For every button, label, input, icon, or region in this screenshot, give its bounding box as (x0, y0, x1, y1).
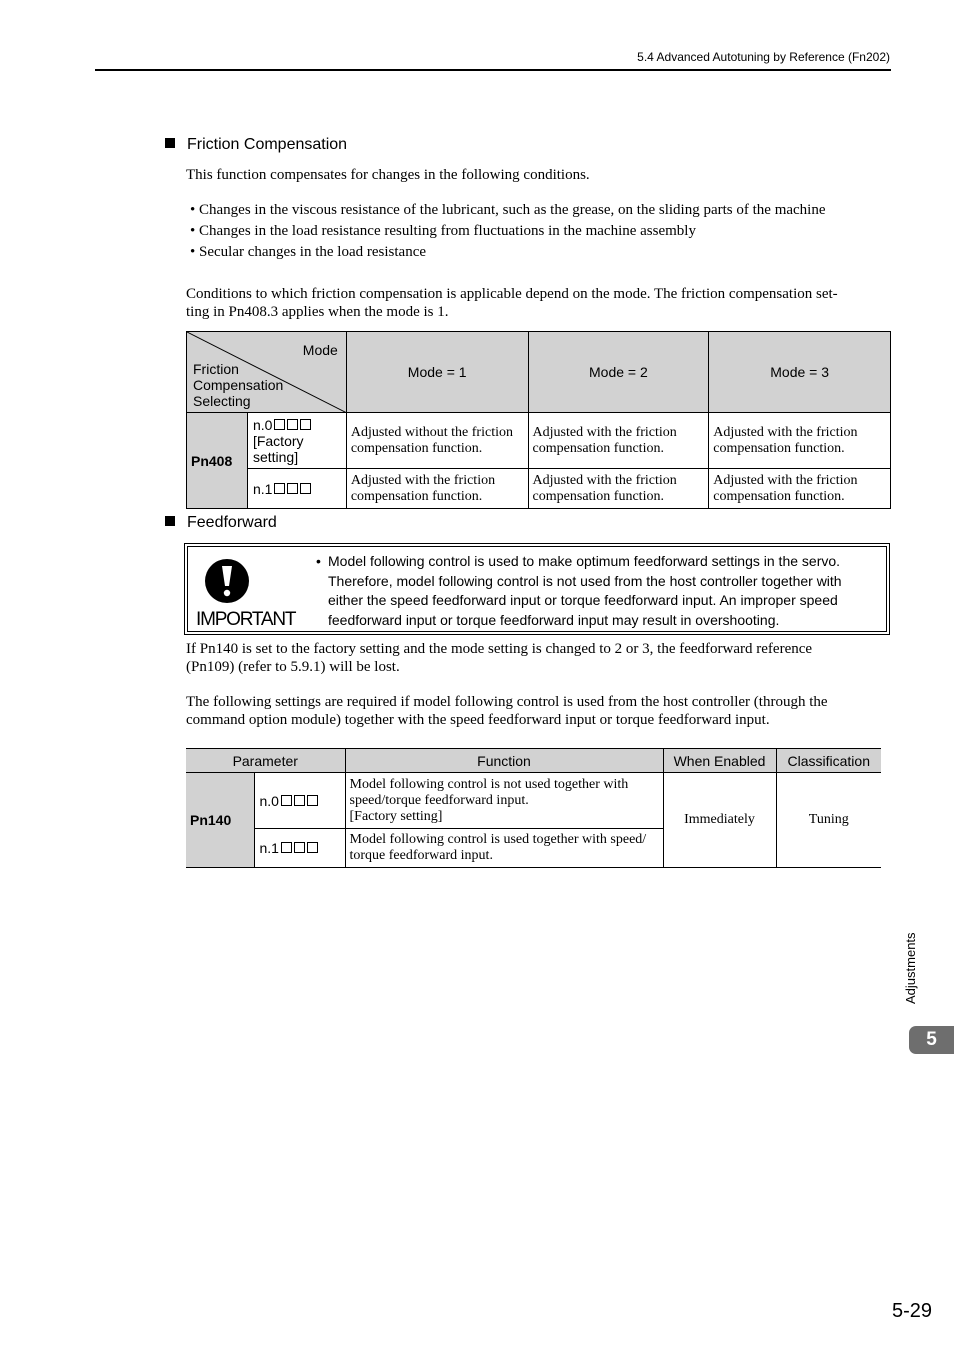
mode-header-2: Mode = 2 (528, 332, 709, 413)
box-digit-icon (307, 842, 318, 853)
setting-note: setting] (252, 448, 299, 465)
box-digit-icon (294, 842, 305, 853)
cell-line: torque feedforward input. (349, 848, 493, 863)
table-cell (709, 469, 891, 509)
box-digit-icon (300, 419, 311, 430)
cell-line: Model following control is not used together with (349, 776, 629, 792)
paragraph-line: command option module) together with the speed feedforward input or torque feedforward input. (186, 711, 770, 728)
setting-prefix: n.0 (259, 792, 279, 809)
param-cell-pn408: Pn408 (187, 413, 248, 509)
section-heading-friction (165, 136, 347, 154)
table-cell (346, 469, 528, 509)
list-item: • Changes in the viscous resistance of the lubricant, such as the grease, on the sliding parts of the machine (190, 200, 890, 221)
when-enabled-cell: Immediately (663, 773, 776, 868)
chapter-tab: 5 (909, 1026, 954, 1054)
important-notice-box (184, 543, 890, 635)
setting-note: [Factory (252, 432, 304, 449)
important-line: Therefore, model following control is not used from the host controller together with (328, 572, 842, 589)
paragraph-line: If Pn140 is set to the factory setting and the mode setting is changed to 2 or 3, the feedforward reference (186, 641, 813, 657)
cell-line: compensation function. (350, 440, 483, 456)
cell-line: compensation function. (350, 488, 483, 504)
setting-prefix: n.1 (252, 480, 273, 497)
function-cell-n0 (345, 773, 663, 829)
cell-line: compensation function. (713, 488, 845, 504)
cell-line: Adjusted with the friction (532, 424, 677, 440)
chapter-side-label: Adjustments (903, 932, 918, 1004)
mode-header-3: Mode = 3 (709, 332, 891, 413)
mode-header-1: Mode = 1 (346, 332, 528, 413)
setting-cell-n0 (254, 773, 345, 829)
cell-line: Adjusted with the friction (713, 472, 858, 488)
cell-line: speed/torque feedforward input. (349, 792, 529, 808)
table-cell (346, 413, 528, 469)
feedforward-paragraph-2 (186, 694, 891, 729)
setting-cell-n1 (254, 829, 345, 868)
heading-text: Feedforward (187, 514, 277, 531)
corner-line: Compensation (193, 377, 284, 393)
cell-line: Adjusted without the friction (350, 424, 513, 440)
box-digit-icon (274, 483, 285, 494)
box-digit-icon (281, 795, 292, 806)
box-digit-icon (287, 419, 298, 430)
feedforward-paragraph-1 (186, 641, 891, 676)
cell-line: compensation function. (713, 440, 845, 456)
setting-value (253, 417, 346, 433)
important-line: either the speed feedforward input or torque feedforward input. An improper speed (328, 592, 838, 608)
friction-mode-table (186, 331, 891, 509)
cell-line: Adjusted with the friction (713, 424, 858, 440)
cell-line: [Factory setting] (349, 808, 443, 824)
cell-line: Adjusted with the friction (532, 472, 677, 488)
table-corner-cell (187, 332, 347, 413)
friction-conditions-paragraph (186, 286, 891, 321)
important-line: feedforward input or torque feedforward input may result in overshooting. (328, 611, 780, 628)
pn140-parameter-table (186, 748, 881, 868)
box-digit-icon (281, 842, 292, 853)
paragraph-line: ting in Pn408.3 applies when the mode is 1. (186, 303, 449, 320)
important-line: Model following control is used to make optimum feedforward settings in the servo. (328, 553, 841, 569)
function-cell-n1 (345, 829, 663, 868)
heading-text: Friction Compensation (187, 136, 348, 153)
paragraph-line: The following settings are required if model following control is used from the host controller (through the (186, 694, 828, 710)
column-header-classification: Classification (776, 749, 881, 773)
table-cell (528, 469, 709, 509)
corner-line: Friction (193, 361, 239, 377)
list-item: • Secular changes in the load resistance (190, 242, 890, 263)
corner-mode-label: Mode (302, 342, 338, 358)
square-bullet-icon (165, 138, 175, 148)
box-digit-icon (287, 483, 298, 494)
setting-prefix: n.0 (252, 416, 273, 433)
page-number: 5-29 (891, 1300, 932, 1322)
cell-line: compensation function. (532, 440, 664, 456)
setting-cell-n1 (247, 469, 346, 509)
cell-line: Adjusted with the friction (350, 472, 496, 488)
paragraph-line: Conditions to which friction compensation is applicable depend on the mode. The friction compensation set- (186, 286, 838, 302)
running-header: 5.4 Advanced Autotuning by Reference (Fn202) (637, 50, 890, 64)
important-inner-frame (187, 546, 887, 632)
box-digit-icon (274, 419, 285, 430)
box-digit-icon (307, 795, 318, 806)
setting-cell-n0 (247, 413, 346, 469)
cell-line: compensation function. (532, 488, 664, 504)
friction-bullet-list (190, 200, 890, 263)
corner-line: Selecting (193, 393, 251, 409)
paragraph-line: (Pn109) (refer to 5.9.1) will be lost. (186, 658, 400, 675)
cell-line: Model following control is used together with speed/ (349, 832, 647, 847)
list-item: • Changes in the load resistance resulting from fluctuations in the machine assembly (190, 221, 890, 242)
table-cell (528, 413, 709, 469)
table-cell (709, 413, 891, 469)
box-digit-icon (300, 483, 311, 494)
bullet-icon: • (316, 553, 321, 569)
important-text (316, 552, 873, 630)
classification-cell: Tuning (808, 812, 849, 827)
corner-selection-label (193, 361, 283, 409)
box-digit-icon (294, 795, 305, 806)
param-cell-pn140: Pn140 (186, 773, 254, 868)
column-header-function: Function (345, 749, 663, 773)
important-label: IMPORTANT (196, 609, 296, 630)
setting-prefix: n.1 (259, 840, 279, 856)
friction-intro: This function compensates for changes in the following conditions. (186, 167, 590, 183)
header-rule (95, 69, 891, 71)
column-header-when-enabled: When Enabled (663, 749, 776, 773)
column-header-parameter: Parameter (186, 749, 345, 773)
square-bullet-icon (165, 516, 175, 526)
section-heading-feedforward (165, 514, 277, 532)
